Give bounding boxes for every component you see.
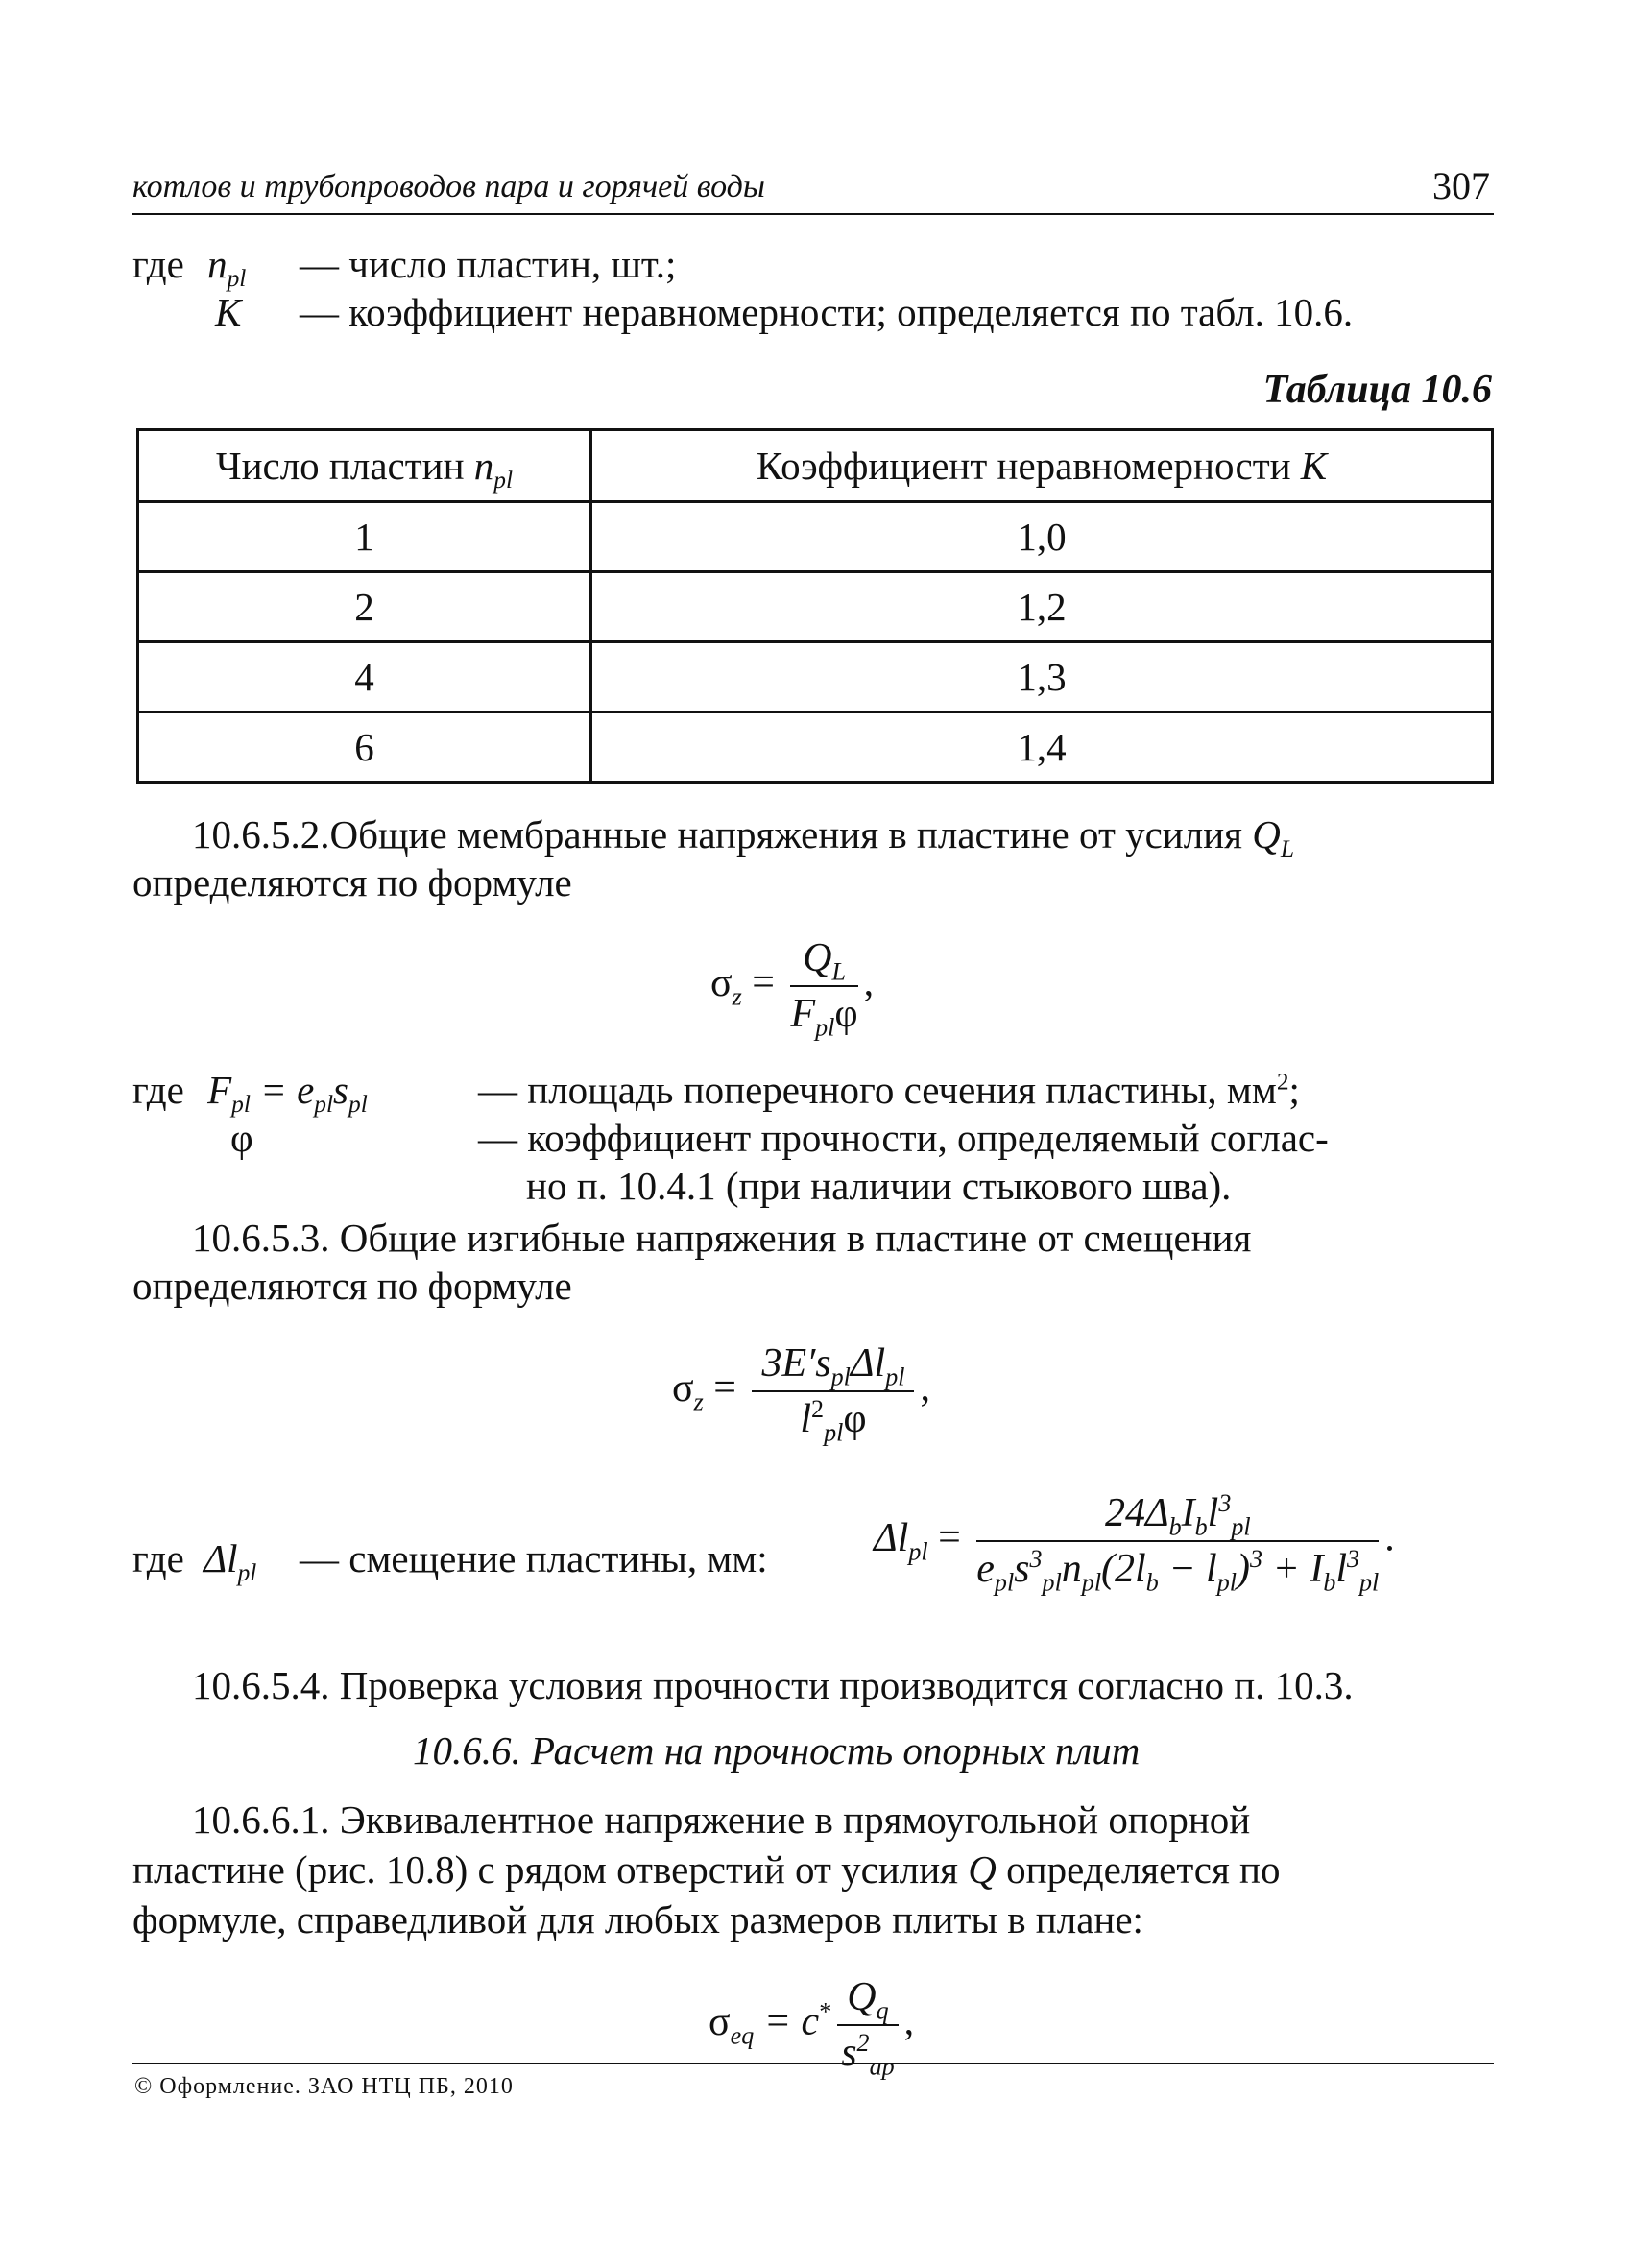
para-10653-line2: определяются по формуле [132, 1264, 572, 1308]
cell-plates: 6 [138, 712, 591, 783]
formula-membrane-stress: $\sigma_z$ = $\frac{Q_L}{F_{pl}\varphi}$ , [710, 936, 875, 1042]
cell-coefficient: 1,2 [591, 572, 1493, 642]
defs-fpl-line: где $F_{pl} = e_{pl}s_{pl}$ [132, 1068, 368, 1119]
table-row [138, 502, 1493, 572]
cell-plates: 4 [138, 642, 591, 712]
cell-plates: 1 [138, 502, 591, 572]
header-divider [132, 213, 1494, 215]
phi-description-line1: — коэффициент прочности, определяемый соглас- [478, 1116, 1329, 1160]
column-header-coefficient: Коэффициент неравномерности K [591, 430, 1493, 502]
phi-symbol: φ [230, 1116, 253, 1160]
formula-fraction: $\frac{Q_L}{F_{pl}\varphi}$ [790, 936, 858, 1042]
table-row [138, 712, 1493, 783]
running-title: котлов и трубопроводов пара и горячей воды [132, 169, 765, 205]
k-symbol: K [215, 290, 242, 334]
table-caption: Таблица 10.6 [1262, 368, 1492, 412]
where-word: где [132, 242, 184, 286]
cell-coefficient: 1,0 [591, 502, 1493, 572]
formula-fraction: $\frac{Q_q}{s^2_{ap}}$ [837, 1974, 898, 2076]
cell-plates: 2 [138, 572, 591, 642]
dlpl-description: — смещение пластины, мм: [300, 1536, 768, 1580]
npl-symbol: $n_{pl}$ [207, 242, 247, 293]
cell-coefficient: 1,3 [591, 642, 1493, 712]
formula-fraction: $\frac{3E's_{pl}\Delta l_{pl}}{l^2_{pl}\varphi}$ [752, 1340, 914, 1442]
para-10654: 10.6.5.4. Проверка условия прочности производится согласно п. 10.3. [192, 1663, 1354, 1707]
npl-description: — число пластин, шт.; [300, 242, 677, 286]
column-header-plates: Число пластин $n_{pl}$ [138, 430, 591, 502]
fpl-description: — площадь поперечного сечения пластины, $мм^2$; [478, 1068, 1300, 1112]
coefficient-table [136, 428, 1494, 784]
defs-npl-line [132, 240, 247, 293]
formula-lhs: $\sigma_z$ [710, 960, 742, 1011]
para-10652-line1: 10.6.5.2.Общие мембранные напряжения в пластине от усилия $Q_L$ [192, 812, 1295, 863]
para-10653-line1: 10.6.5.3. Общие изгибные напряжения в пластине от смещения [192, 1216, 1252, 1260]
page-number: 307 [1432, 164, 1490, 207]
para-10661-line1: 10.6.6.1. Эквивалентное напряжение в прямоугольной опорной [192, 1798, 1251, 1842]
formula-bending-stress: $\sigma_z$ = $\frac{3E's_{pl}\Delta l_{pl}}{l^2_{pl}\varphi}$ , [672, 1341, 930, 1447]
table-row [138, 642, 1493, 712]
para-10661-line3: формуле, справедливой для любых размеров плиты в плане: [132, 1897, 1143, 1942]
formula-displacement: $\Delta l_{pl}$ = $\frac{24\Delta_bI_bl^3_{pl}}{e_{pl}s^3_{pl}n_{pl}(2l_b - l_{pl})^3 + I_bl^3_{pl}}$ . [874, 1489, 1395, 1597]
defs-dlpl-line: где $\Delta l_{pl}$ [132, 1536, 257, 1587]
table-header-row [138, 430, 1493, 502]
footer-divider [132, 2063, 1494, 2064]
para-10652-line2: определяются по формуле [132, 860, 572, 905]
phi-description-line2: но п. 10.4.1 (при наличии стыкового шва). [526, 1164, 1232, 1208]
table-row [138, 572, 1493, 642]
copyright-footer: © Оформление. ЗАО НТЦ ПБ, 2010 [134, 2074, 514, 2099]
cell-coefficient: 1,4 [591, 712, 1493, 783]
para-10661-line2: пластине (рис. 10.8) с рядом отверстий от усилия Q определяется по [132, 1847, 1281, 1892]
formula-fraction: $\frac{24\Delta_bI_bl^3_{pl}}{e_{pl}s^3_{pl}n_{pl}(2l_b - l_{pl})^3 + I_bl^3_{pl}}$ [976, 1489, 1380, 1597]
k-description: — коэффициент неравномерности; определяется по табл. 10.6. [300, 290, 1354, 334]
formula-equivalent-stress: $\sigma_{eq} = c^*$ $\frac{Q_q}{s^2_{ap}}$ , [709, 1975, 915, 2081]
section-heading: 10.6.6. Расчет на прочность опорных плит [413, 1728, 1141, 1773]
